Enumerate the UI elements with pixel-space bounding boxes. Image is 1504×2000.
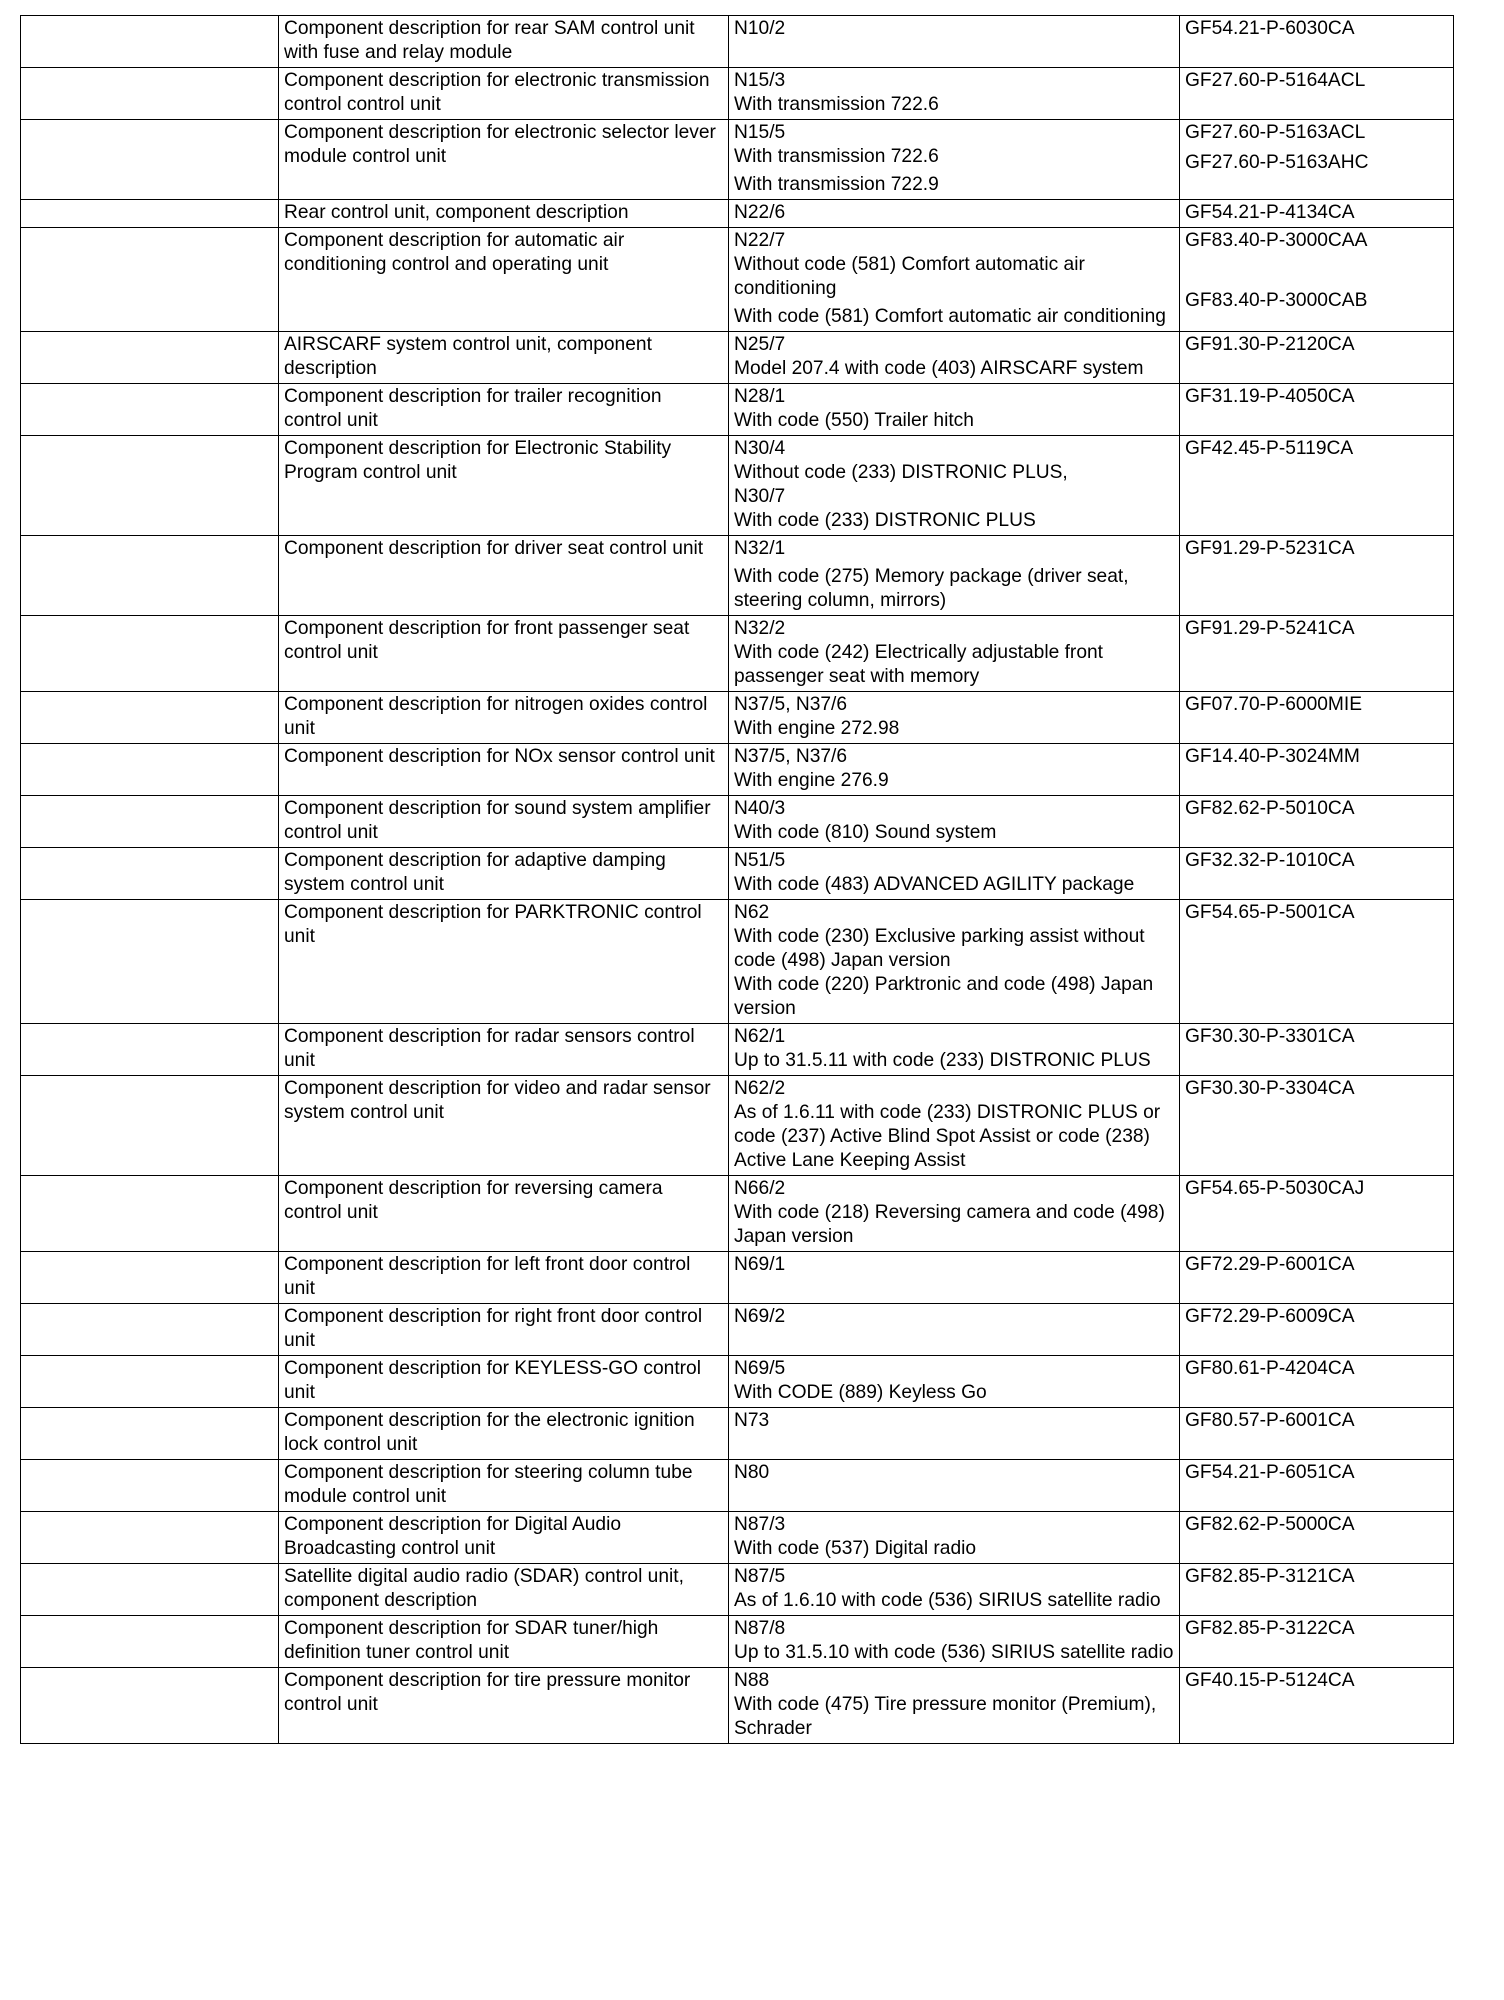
component-code: N87/3 <box>734 1514 786 1535</box>
component-condition: With code (275) Memory package (driver seat, steering column, mirrors) <box>734 566 1129 611</box>
component-condition: With code (537) Digital radio <box>734 1538 977 1559</box>
document-number: GF30.30-P-3304CA <box>1185 1078 1355 1099</box>
component-description: Component description for KEYLESS-GO control unit <box>284 1358 701 1403</box>
empty-cell <box>21 1304 279 1356</box>
document-number: GF42.45-P-5119CA <box>1185 438 1354 459</box>
component-description: Component description for electronic selector lever module control unit <box>284 122 716 167</box>
table-row <box>21 68 1454 120</box>
component-description: Component description for sound system amplifier control unit <box>284 798 711 843</box>
component-code: N87/8 <box>734 1618 786 1639</box>
document-number-cell <box>1180 1304 1454 1356</box>
component-condition: With engine 276.9 <box>734 770 889 791</box>
document-number-cell <box>1180 1408 1454 1460</box>
component-code-cell <box>729 1304 1180 1356</box>
component-description: Component description for front passenger seat control unit <box>284 618 690 663</box>
document-number-cell <box>1180 1176 1454 1252</box>
component-code: N51/5 <box>734 850 786 871</box>
component-code: N80 <box>734 1462 770 1483</box>
component-description: Component description for right front door control unit <box>284 1306 703 1351</box>
component-description-cell <box>279 384 729 436</box>
component-code-cell <box>729 1616 1180 1668</box>
table-row <box>21 1252 1454 1304</box>
table-row <box>21 436 1454 536</box>
component-description: Component description for SDAR tuner/high definition tuner control unit <box>284 1618 659 1663</box>
empty-cell <box>21 1616 279 1668</box>
component-description: Component description for Digital Audio Broadcasting control unit <box>284 1514 622 1559</box>
component-condition: With code (230) Exclusive parking assist without code (498) Japan version <box>734 926 1145 971</box>
component-code: N15/3 <box>734 70 786 91</box>
table-row <box>21 796 1454 848</box>
component-condition: With code (242) Electrically adjustable front passenger seat with memory <box>734 642 1103 687</box>
component-description-cell <box>279 332 729 384</box>
table-row <box>21 1408 1454 1460</box>
empty-cell <box>21 692 279 744</box>
document-number: GF83.40-P-3000CAA <box>1185 230 1368 251</box>
document-number-cell <box>1180 1252 1454 1304</box>
document-number: GF32.32-P-1010CA <box>1185 850 1355 871</box>
table-row <box>21 1176 1454 1252</box>
table-row <box>21 1668 1454 1744</box>
document-number-cell <box>1180 536 1454 616</box>
component-description: Component description for video and radar sensor system control unit <box>284 1078 711 1123</box>
empty-cell <box>21 900 279 1024</box>
component-description-cell <box>279 228 729 332</box>
table-row <box>21 332 1454 384</box>
component-code-cell <box>729 332 1180 384</box>
component-description: Component description for rear SAM control unit with fuse and relay module <box>284 18 695 63</box>
component-description-cell <box>279 1024 729 1076</box>
component-description-cell <box>279 200 729 228</box>
document-number: GF91.29-P-5231CA <box>1185 538 1355 559</box>
component-description: Component description for PARKTRONIC control unit <box>284 902 702 947</box>
component-code: N88 <box>734 1670 770 1691</box>
component-code-cell <box>729 1668 1180 1744</box>
empty-cell <box>21 384 279 436</box>
document-number: GF80.61-P-4204CA <box>1185 1358 1355 1379</box>
document-number: GF54.21-P-6051CA <box>1185 1462 1355 1483</box>
document-number: GF82.62-P-5010CA <box>1185 798 1355 819</box>
component-code-cell <box>729 228 1180 332</box>
component-code-cell <box>729 1460 1180 1512</box>
component-condition: Model 207.4 with code (403) AIRSCARF system <box>734 358 1144 379</box>
document-number-cell <box>1180 692 1454 744</box>
document-number: GF91.29-P-5241CA <box>1185 618 1355 639</box>
document-number-cell <box>1180 1076 1454 1176</box>
document-number: GF07.70-P-6000MIE <box>1185 694 1363 715</box>
empty-cell <box>21 200 279 228</box>
component-description-cell <box>279 1252 729 1304</box>
component-condition: With code (475) Tire pressure monitor (Premium), Schrader <box>734 1694 1157 1739</box>
empty-cell <box>21 1076 279 1176</box>
document-number-cell <box>1180 796 1454 848</box>
component-code: N73 <box>734 1410 770 1431</box>
empty-cell <box>21 796 279 848</box>
empty-cell <box>21 616 279 692</box>
document-number-cell <box>1180 1024 1454 1076</box>
component-condition: With CODE (889) Keyless Go <box>734 1382 987 1403</box>
empty-cell <box>21 1024 279 1076</box>
component-code-cell <box>729 848 1180 900</box>
document-number-cell <box>1180 616 1454 692</box>
document-number-cell <box>1180 848 1454 900</box>
component-description: Component description for reversing camera control unit <box>284 1178 663 1223</box>
table-row <box>21 900 1454 1024</box>
document-number: GF14.40-P-3024MM <box>1185 746 1360 767</box>
component-code: N10/2 <box>734 18 786 39</box>
document-number: GF72.29-P-6009CA <box>1185 1306 1355 1327</box>
table-row <box>21 848 1454 900</box>
table-row <box>21 1460 1454 1512</box>
empty-cell <box>21 1408 279 1460</box>
document-number: GF31.19-P-4050CA <box>1185 386 1355 407</box>
document-number-cell <box>1180 1668 1454 1744</box>
component-code-cell <box>729 1176 1180 1252</box>
component-code-cell <box>729 68 1180 120</box>
component-code: N66/2 <box>734 1178 786 1199</box>
component-condition: With code (581) Comfort automatic air conditioning <box>734 306 1166 327</box>
component-code-cell <box>729 536 1180 616</box>
table-row <box>21 744 1454 796</box>
empty-cell <box>21 120 279 200</box>
document-number-cell <box>1180 744 1454 796</box>
document-number: GF40.15-P-5124CA <box>1185 1670 1355 1691</box>
empty-cell <box>21 848 279 900</box>
component-code: N15/5 <box>734 122 786 143</box>
component-description-cell <box>279 1616 729 1668</box>
component-code: N87/5 <box>734 1566 786 1587</box>
table-row <box>21 228 1454 332</box>
component-description-cell <box>279 536 729 616</box>
component-description: Rear control unit, component description <box>284 202 629 223</box>
component-condition: Without code (581) Comfort automatic air conditioning <box>734 254 1085 299</box>
empty-cell <box>21 1356 279 1408</box>
document-number-cell <box>1180 1564 1454 1616</box>
component-description: Component description for radar sensors control unit <box>284 1026 695 1071</box>
component-description-cell <box>279 1076 729 1176</box>
document-number-cell <box>1180 900 1454 1024</box>
component-description-cell <box>279 744 729 796</box>
document-number: GF91.30-P-2120CA <box>1185 334 1355 355</box>
empty-cell <box>21 228 279 332</box>
empty-cell <box>21 16 279 68</box>
component-code-cell <box>729 120 1180 200</box>
document-number-cell <box>1180 200 1454 228</box>
component-condition: With transmission 722.6 <box>734 146 939 167</box>
table-row <box>21 1616 1454 1668</box>
table-row <box>21 616 1454 692</box>
component-code-cell <box>729 1408 1180 1460</box>
document-number: GF80.57-P-6001CA <box>1185 1410 1355 1431</box>
component-description-cell <box>279 1356 729 1408</box>
component-description-cell <box>279 1564 729 1616</box>
component-description: AIRSCARF system control unit, component description <box>284 334 652 379</box>
table-row <box>21 1512 1454 1564</box>
component-code: N22/7 <box>734 230 786 251</box>
table-row <box>21 1356 1454 1408</box>
component-condition: With code (218) Reversing camera and code (498) Japan version <box>734 1202 1165 1247</box>
document-number-cell <box>1180 436 1454 536</box>
document-number: GF82.62-P-5000CA <box>1185 1514 1355 1535</box>
empty-cell <box>21 436 279 536</box>
component-condition: Up to 31.5.11 with code (233) DISTRONIC PLUS <box>734 1050 1151 1071</box>
component-condition: As of 1.6.11 with code (233) DISTRONIC PLUS or code (237) Active Blind Spot Assist or code (238) Active Lane Keeping Assist <box>734 1102 1161 1171</box>
component-description-cell <box>279 16 729 68</box>
component-code: N62/1 <box>734 1026 786 1047</box>
component-description: Component description for left front door control unit <box>284 1254 691 1299</box>
component-code-cell <box>729 1252 1180 1304</box>
component-code: N69/5 <box>734 1358 786 1379</box>
component-description-cell <box>279 796 729 848</box>
component-condition: With transmission 722.9 <box>734 174 939 195</box>
table-row <box>21 1024 1454 1076</box>
empty-cell <box>21 332 279 384</box>
document-number: GF54.65-P-5030CAJ <box>1185 1178 1365 1199</box>
document-number-cell <box>1180 120 1454 200</box>
document-number-cell <box>1180 1460 1454 1512</box>
component-code-cell <box>729 16 1180 68</box>
empty-cell <box>21 1668 279 1744</box>
table-row <box>21 1564 1454 1616</box>
component-description-cell <box>279 692 729 744</box>
component-condition: With engine 272.98 <box>734 718 900 739</box>
document-number: GF27.60-P-5163AHC <box>1185 152 1369 173</box>
component-code-cell <box>729 1356 1180 1408</box>
document-number: GF82.85-P-3121CA <box>1185 1566 1355 1587</box>
component-description: Component description for driver seat control unit <box>284 538 704 559</box>
component-code: N22/6 <box>734 202 786 223</box>
component-code-cell <box>729 1564 1180 1616</box>
empty-cell <box>21 1460 279 1512</box>
component-condition: Without code (233) DISTRONIC PLUS, <box>734 462 1068 483</box>
component-description: Component description for automatic air conditioning control and operating unit <box>284 230 625 275</box>
component-code: N40/3 <box>734 798 786 819</box>
component-code: N62/2 <box>734 1078 786 1099</box>
empty-cell <box>21 536 279 616</box>
document-number: GF54.21-P-6030CA <box>1185 18 1355 39</box>
component-code: N37/5, N37/6 <box>734 694 848 715</box>
component-code-cell <box>729 616 1180 692</box>
document-number: GF27.60-P-5164ACL <box>1185 70 1366 91</box>
component-description: Component description for Electronic Stability Program control unit <box>284 438 672 483</box>
table-row <box>21 1304 1454 1356</box>
component-code-cell <box>729 1512 1180 1564</box>
component-code: N69/2 <box>734 1306 786 1327</box>
component-code-cell <box>729 744 1180 796</box>
component-code-cell <box>729 900 1180 1024</box>
component-code: N32/1 <box>734 538 786 559</box>
component-description-cell <box>279 1512 729 1564</box>
document-number-cell <box>1180 1356 1454 1408</box>
component-description: Component description for steering column tube module control unit <box>284 1462 693 1507</box>
table-row <box>21 692 1454 744</box>
component-condition: With code (220) Parktronic and code (498) Japan version <box>734 974 1154 1019</box>
table-row <box>21 384 1454 436</box>
document-number: GF54.21-P-4134CA <box>1185 202 1355 223</box>
component-code: N28/1 <box>734 386 786 407</box>
component-code-cell <box>729 384 1180 436</box>
component-table-body <box>21 16 1454 1744</box>
component-description-cell <box>279 616 729 692</box>
document-number-cell <box>1180 1616 1454 1668</box>
table-row <box>21 16 1454 68</box>
document-number: GF27.60-P-5163ACL <box>1185 122 1366 143</box>
document-number: GF72.29-P-6001CA <box>1185 1254 1355 1275</box>
component-description-cell <box>279 120 729 200</box>
component-description-cell <box>279 436 729 536</box>
component-code-cell <box>729 1076 1180 1176</box>
empty-cell <box>21 1564 279 1616</box>
document-number-cell <box>1180 228 1454 332</box>
component-code: N62 <box>734 902 770 923</box>
component-description-cell <box>279 1408 729 1460</box>
empty-cell <box>21 744 279 796</box>
component-condition: With code (550) Trailer hitch <box>734 410 974 431</box>
component-description: Component description for the electronic ignition lock control unit <box>284 1410 695 1455</box>
component-description-cell <box>279 1304 729 1356</box>
component-code: N69/1 <box>734 1254 786 1275</box>
component-condition: With transmission 722.6 <box>734 94 939 115</box>
component-code: N30/4 <box>734 438 786 459</box>
component-code: N25/7 <box>734 334 786 355</box>
component-condition: Up to 31.5.10 with code (536) SIRIUS satellite radio <box>734 1642 1174 1663</box>
component-description: Satellite digital audio radio (SDAR) control unit, component description <box>284 1566 684 1611</box>
component-description: Component description for trailer recognition control unit <box>284 386 662 431</box>
document-number-cell <box>1180 384 1454 436</box>
empty-cell <box>21 68 279 120</box>
component-code: N37/5, N37/6 <box>734 746 848 767</box>
component-condition: As of 1.6.10 with code (536) SIRIUS satellite radio <box>734 1590 1161 1611</box>
component-code-cell <box>729 692 1180 744</box>
component-description: Component description for tire pressure monitor control unit <box>284 1670 691 1715</box>
document-number: GF30.30-P-3301CA <box>1185 1026 1355 1047</box>
document-number-cell <box>1180 1512 1454 1564</box>
table-row <box>21 536 1454 616</box>
table-row <box>21 120 1454 200</box>
component-code-cell <box>729 796 1180 848</box>
component-condition: N30/7 <box>734 486 786 507</box>
empty-cell <box>21 1512 279 1564</box>
component-description-cell <box>279 68 729 120</box>
empty-cell <box>21 1252 279 1304</box>
document-number-cell <box>1180 16 1454 68</box>
document-number: GF82.85-P-3122CA <box>1185 1618 1355 1639</box>
component-description: Component description for adaptive damping system control unit <box>284 850 666 895</box>
component-condition: With code (810) Sound system <box>734 822 997 843</box>
document-number-cell <box>1180 332 1454 384</box>
empty-cell <box>21 1176 279 1252</box>
table-row <box>21 200 1454 228</box>
component-code-cell <box>729 1024 1180 1076</box>
document-number: GF83.40-P-3000CAB <box>1185 290 1368 311</box>
component-code-cell <box>729 436 1180 536</box>
component-description-cell <box>279 1668 729 1744</box>
component-code: N32/2 <box>734 618 786 639</box>
table-row <box>21 1076 1454 1176</box>
component-condition: With code (233) DISTRONIC PLUS <box>734 510 1036 531</box>
component-table <box>20 15 1454 1744</box>
component-description-cell <box>279 1460 729 1512</box>
component-description-cell <box>279 900 729 1024</box>
component-description: Component description for NOx sensor control unit <box>284 746 715 767</box>
component-description: Component description for electronic transmission control control unit <box>284 70 710 115</box>
document-number: GF54.65-P-5001CA <box>1185 902 1355 923</box>
document-number-cell <box>1180 68 1454 120</box>
component-code-cell <box>729 200 1180 228</box>
component-description-cell <box>279 1176 729 1252</box>
component-description: Component description for nitrogen oxides control unit <box>284 694 708 739</box>
component-condition: With code (483) ADVANCED AGILITY package <box>734 874 1135 895</box>
component-description-cell <box>279 848 729 900</box>
